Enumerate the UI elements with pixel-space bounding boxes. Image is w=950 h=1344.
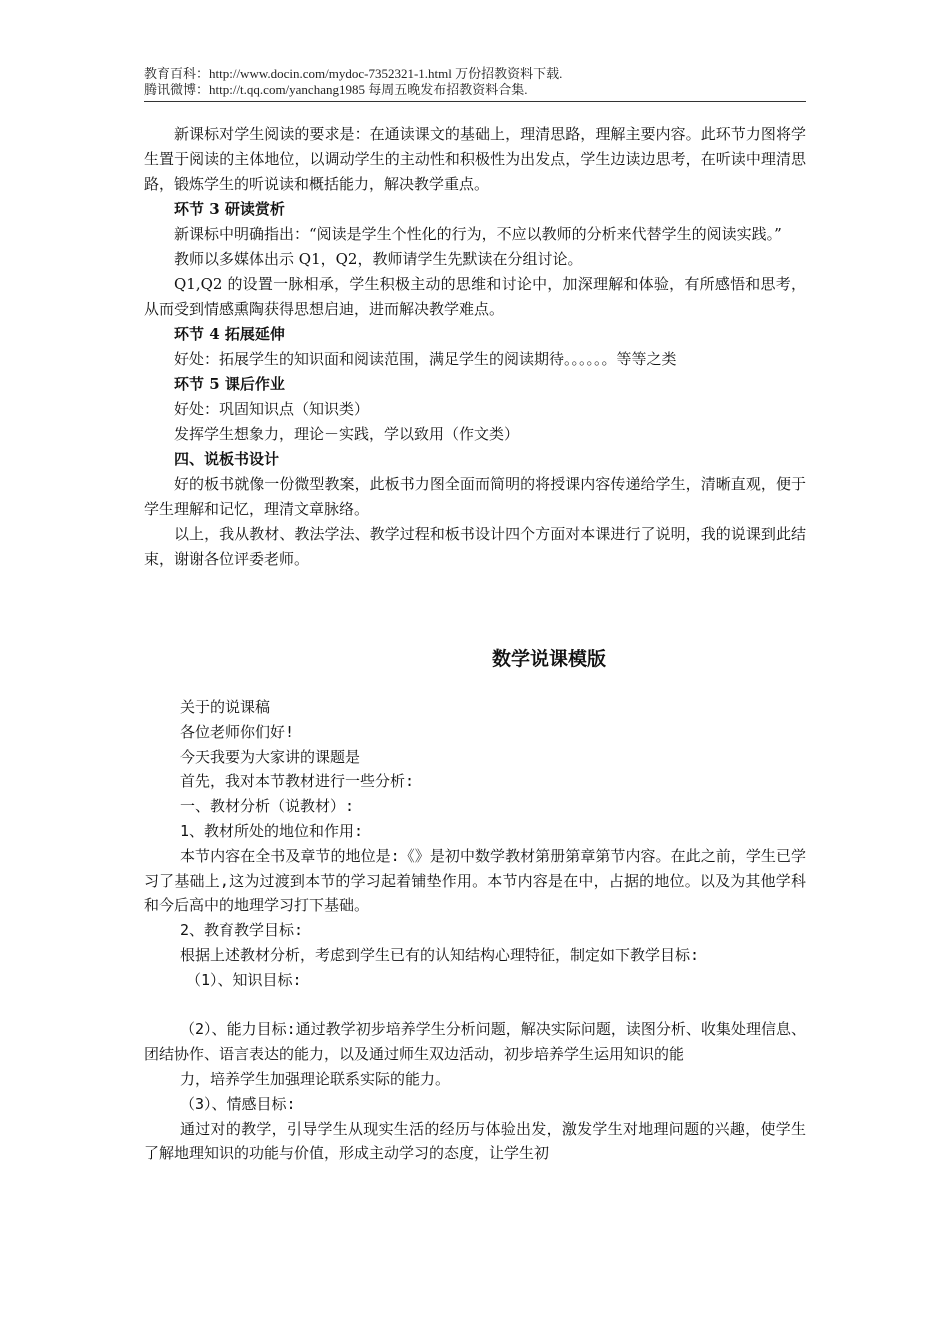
- step-5-heading: 环节 5 课后作业: [174, 375, 285, 393]
- header-rule: [144, 101, 806, 102]
- blank-line: [144, 993, 806, 1018]
- paragraph: 本节内容在全书及章节的地位是:《》是初中数学教材第册第章第节内容。在此之前，学生已学习了基础上,这为过渡到本节的学习起着铺垫作用。本节内容是在中，占据的地位。以及为其他学科和今后高中的地理学习打下基础。: [144, 846, 806, 915]
- text-line: 关于的说课稿: [180, 698, 271, 716]
- paragraph: 好处：拓展学生的知识面和阅读范围，满足学生的阅读期待。。。。。。等等之类: [174, 350, 677, 368]
- objective-heading: （1）、知识目标:: [186, 970, 302, 989]
- paragraph: 好的板书就像一份微型教案，此板书力图全面而简明的将授课内容传递给学生，清晰直观，便于学生理解和记忆，理清文章脉络。: [144, 475, 806, 518]
- paragraph: （2）、能力目标:通过教学初步培养学生分析问题，解决实际问题，读图分析、收集处理信息、团结协作、语言表达的能力，以及通过师生双边活动，初步培养学生运用知识的能: [144, 1020, 806, 1064]
- paragraph: Q1,Q2 的设置一脉相承，学生积极主动的思维和讨论中，加深理解和体验，有所感悟和思考，从而受到情感熏陶获得思想启迪，进而解决教学难点。: [144, 275, 806, 318]
- section-heading: 一、教材分析（说教材）:: [180, 797, 355, 816]
- text-line: 力，培养学生加强理论联系实际的能力。: [180, 1069, 451, 1088]
- objective-heading: （3）、情感目标:: [180, 1094, 296, 1113]
- text-line: 首先，我对本节教材进行一些分析:: [180, 772, 415, 791]
- paragraph: 新课标中明确指出：“阅读是学生个性化的行为，不应以教师的分析来代替学生的阅读实践。”: [174, 225, 782, 243]
- sub-heading: 1、教材所处的地位和作用:: [180, 821, 364, 840]
- header-line-weibo: 腾讯微博：http://t.qq.com/yanchang1985 每周五晚发布招教资料合集.: [144, 82, 528, 97]
- section-math-template: [144, 695, 806, 1166]
- paragraph: 根据上述教材分析，考虑到学生已有的认知结构心理特征，制定如下教学目标:: [180, 945, 700, 964]
- paragraph: 教师以多媒体出示 Q1，Q2，教师请学生先默读在分组讨论。: [174, 250, 583, 268]
- paragraph: 发挥学生想象力，理论－实践，学以致用（作文类）: [174, 425, 520, 443]
- step-4-heading: 环节 4 拓展延伸: [174, 325, 285, 343]
- sub-heading: 2、教育教学目标:: [180, 921, 304, 940]
- text-line: 各位老师你们好!: [180, 722, 295, 741]
- text-line: 今天我要为大家讲的课题是: [180, 747, 361, 766]
- section-lesson-steps: [144, 122, 806, 572]
- paragraph: 新课标对学生阅读的要求是：在通读课文的基础上，理清思路，理解主要内容。此环节力图将学生置于阅读的主体地位，以调动学生的主动性和积极性为出发点，学生边读边思考，在听读中理清思路，锻炼学生的听说读和概括能力，解决教学重点。: [144, 125, 806, 193]
- paragraph: 好处：巩固知识点（知识类）: [174, 400, 370, 418]
- paragraph: 通过对的教学，引导学生从现实生活的经历与体验出发，激发学生对地理问题的兴趣，使学生了解地理知识的功能与价值，形成主动学习的态度，让学生初: [144, 1119, 806, 1163]
- header-line-docin: 教育百科：http://www.docin.com/mydoc-7352321-1.html 万份招教资料下载.: [144, 66, 563, 81]
- blackboard-heading: 四、说板书设计: [174, 450, 280, 468]
- page-header: [144, 66, 806, 98]
- paragraph: 以上，我从教材、教法学法、教学过程和板书设计四个方面对本课进行了说明，我的说课到此结束，谢谢各位评委老师。: [144, 525, 806, 568]
- document-title: 数学说课模版: [491, 648, 606, 670]
- step-3-heading: 环节 3 研读赏析: [174, 200, 285, 218]
